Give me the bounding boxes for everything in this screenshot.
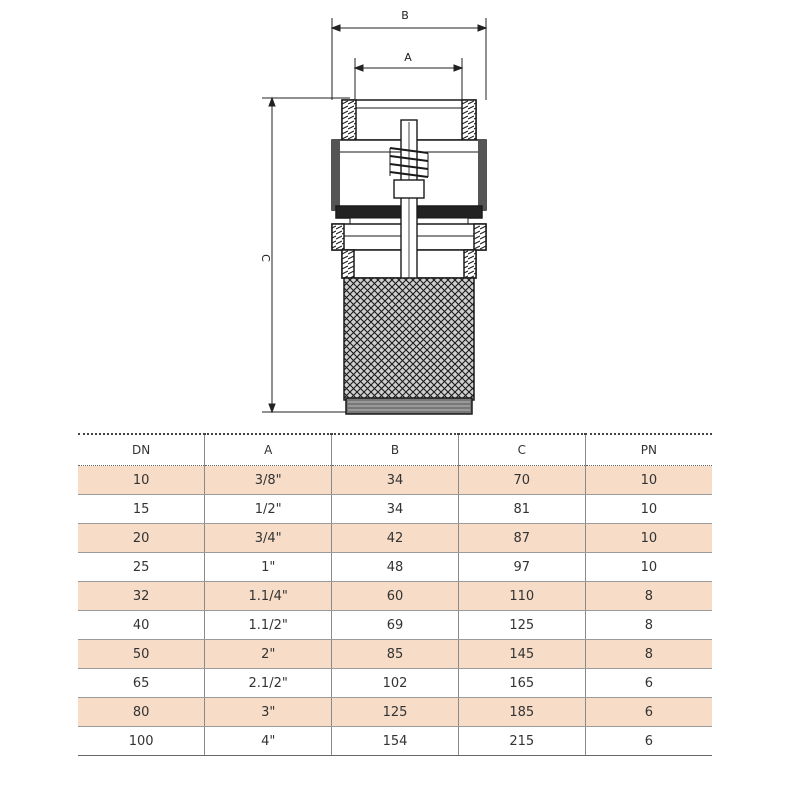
cell-c: 70 [458,466,585,495]
cell-b: 154 [332,727,459,756]
cell-a: 1/2" [205,495,332,524]
dimension-b-label: B [401,9,409,22]
cell-c: 145 [458,640,585,669]
cell-c: 81 [458,495,585,524]
table-row [78,611,712,640]
cell-a: 3" [205,698,332,727]
column-header-pn: PN [585,434,712,466]
cell-a: 1.1/2" [205,611,332,640]
column-header-c: C [458,434,585,466]
cell-c: 110 [458,582,585,611]
cell-b: 42 [332,524,459,553]
cell-dn: 50 [78,640,205,669]
cell-dn: 32 [78,582,205,611]
dimension-a [355,58,462,100]
table-row [78,727,712,756]
cell-b: 69 [332,611,459,640]
cell-pn: 10 [585,466,712,495]
cell-a: 1.1/4" [205,582,332,611]
cell-pn: 10 [585,524,712,553]
cell-b: 102 [332,669,459,698]
cell-a: 4" [205,727,332,756]
cell-dn: 80 [78,698,205,727]
table-row [78,524,712,553]
cell-dn: 65 [78,669,205,698]
cell-dn: 100 [78,727,205,756]
cell-b: 60 [332,582,459,611]
column-header-a: A [205,434,332,466]
cell-pn: 10 [585,495,712,524]
cell-c: 185 [458,698,585,727]
cell-a: 3/8" [205,466,332,495]
table-row [78,640,712,669]
table-row [78,466,712,495]
cell-a: 2.1/2" [205,669,332,698]
cell-pn: 6 [585,727,712,756]
cell-b: 34 [332,466,459,495]
cell-c: 165 [458,669,585,698]
cell-dn: 25 [78,553,205,582]
column-header-b: B [332,434,459,466]
table-row [78,669,712,698]
dimension-c-label: C [259,254,272,262]
cell-pn: 10 [585,553,712,582]
cell-b: 48 [332,553,459,582]
strainer-mesh [344,278,474,414]
cell-pn: 8 [585,611,712,640]
cell-c: 97 [458,553,585,582]
cell-dn: 15 [78,495,205,524]
table-row [78,553,712,582]
cell-dn: 40 [78,611,205,640]
column-header-dn: DN [78,434,205,466]
table-row [78,698,712,727]
cell-c: 87 [458,524,585,553]
cell-b: 125 [332,698,459,727]
cell-pn: 6 [585,698,712,727]
cell-a: 1" [205,553,332,582]
cell-c: 215 [458,727,585,756]
cell-a: 3/4" [205,524,332,553]
cell-c: 125 [458,611,585,640]
cell-b: 34 [332,495,459,524]
spec-table [78,433,712,756]
dimension-a-label: A [404,51,412,64]
cell-pn: 6 [585,669,712,698]
spec-table-body [78,466,712,756]
cell-a: 2" [205,640,332,669]
spec-table-header [78,434,712,466]
cell-pn: 8 [585,640,712,669]
cell-dn: 10 [78,466,205,495]
table-row [78,582,712,611]
cell-dn: 20 [78,524,205,553]
table-row [78,495,712,524]
cell-pn: 8 [585,582,712,611]
cell-b: 85 [332,640,459,669]
